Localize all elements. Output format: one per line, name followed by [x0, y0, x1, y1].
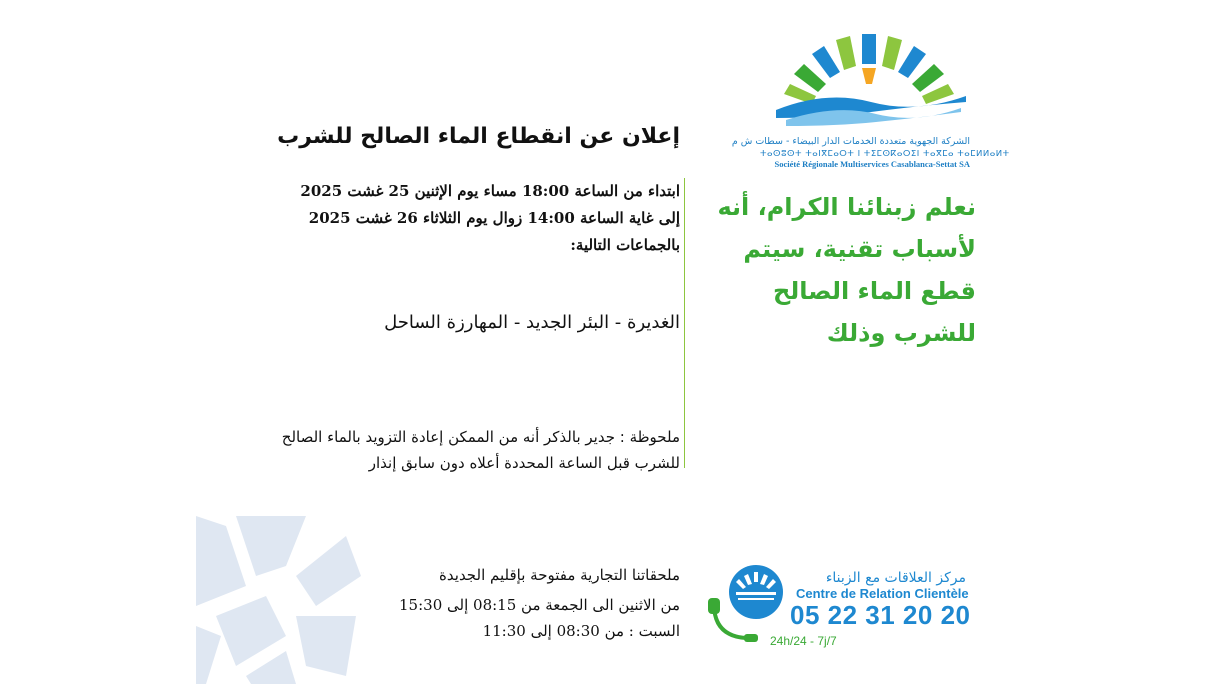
- vertical-divider: [684, 178, 685, 468]
- customer-center-french: Centre de Relation Clientèle: [796, 586, 969, 601]
- customer-center-hours: 24h/24 - 7j/7: [770, 634, 837, 648]
- customer-center-phone: 05 22 31 20 20: [790, 600, 971, 630]
- communes-label: بالجماعات التالية:: [570, 236, 680, 254]
- customer-center-arabic: مركز العلاقات مع الزبناء: [825, 570, 966, 586]
- decorative-pattern: [196, 516, 366, 684]
- logo-arabic-name: الشركة الجهوية متعددة الخدمات الدار البيضاء - سطات ش م: [731, 136, 970, 147]
- cutoff-end-line: إلى غاية الساعة 14:00 زوال يوم الثلاثاء 26 غشت 2025: [308, 209, 680, 227]
- logo-french-name: Société Régionale Multiservices Casablanca-Settat SA: [774, 159, 970, 169]
- agencies-weekday-hours: من الاثنين الى الجمعة من 08:15 إلى 15:30: [399, 596, 680, 614]
- notice-title: إعلان عن انقطاع الماء الصالح للشرب: [277, 124, 680, 149]
- note-text: ملحوظة : جدير بالذكر أنه من الممكن إعادة التزويد بالماء الصالح للشرب قبل الساعة المحددة أعلاه دون سابق إنذار: [281, 428, 680, 472]
- logo-tifinagh-name: ⵜⴰⵙⵓⵙⵜ ⵜⴰⵏⴳⵎⴰⵔⵜ ⵏ ⵜⵉⵎⵙⴽⴰⵔⵉⵏ ⵜⴰⴳⵎⴰ ⵜⴰⵎⵍⵍⴰⵍⵜ: [760, 149, 1010, 159]
- agencies-open-line: ملحقاتنا التجارية مفتوحة بإقليم الجديدة: [439, 566, 680, 584]
- affected-locations: الغديرة - البئر الجديد - المهارزة الساحل: [384, 312, 680, 333]
- cutoff-start-line: ابتداء من الساعة 18:00 مساء يوم الإثنين 25 غشت 2025: [300, 182, 680, 200]
- agencies-saturday-hours: السبت : من 08:30 إلى 11:30: [482, 622, 680, 640]
- customer-message: نعلم زبنائنا الكرام، أنه لأسباب تقنية، سيتم قطع الماء الصالح للشرب وذلك: [717, 193, 976, 347]
- company-logo-icon: [776, 32, 966, 132]
